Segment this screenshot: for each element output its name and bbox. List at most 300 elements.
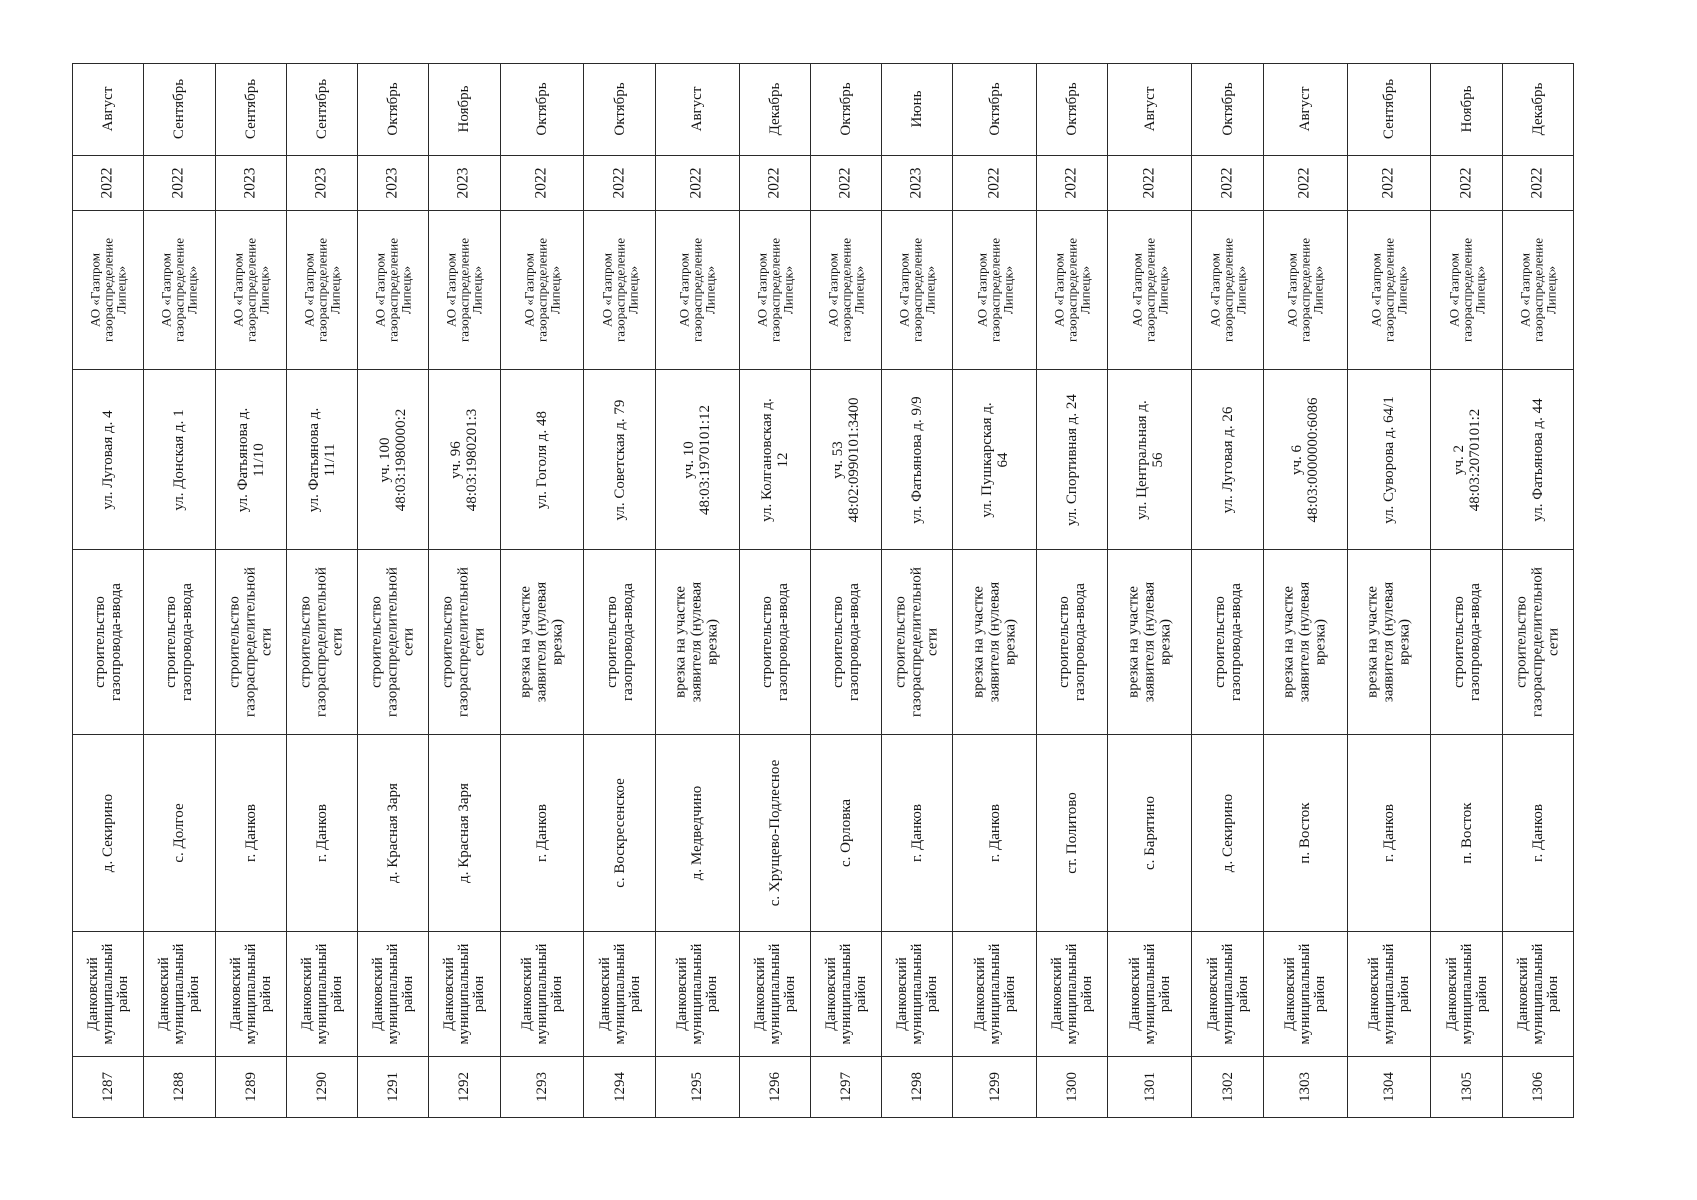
year-cell [73, 156, 143, 211]
year-cell-text: 2022 [1140, 167, 1158, 199]
organization-cell [584, 211, 654, 371]
work-type-cell [501, 550, 584, 735]
row-number-cell [584, 1057, 654, 1117]
address-cell-text: уч. 96 48:03:1980201:3 [448, 408, 481, 512]
month-cell [811, 64, 881, 156]
row-number-cell-text: 1289 [242, 1072, 259, 1103]
month-cell-text: Октябрь [1064, 82, 1081, 136]
organization-cell [882, 211, 952, 371]
year-cell-text: 2022 [1062, 167, 1080, 199]
work-type-cell [882, 550, 952, 735]
locality-cell-text: с. Воскресенское [611, 778, 628, 888]
address-cell-text: ул. Пушкарская д. 64 [978, 402, 1011, 518]
year-cell-text: 2022 [532, 167, 550, 199]
organization-cell-text: АО «Газпром газораспределение Липецк» [443, 238, 485, 343]
locality-cell [740, 735, 810, 933]
row-number-cell [429, 1057, 499, 1117]
organization-cell-text: АО «Газпром газораспределение Липецк» [1129, 238, 1171, 343]
work-type-cell [1503, 550, 1573, 735]
month-cell-text: Сентябрь [313, 79, 330, 140]
row-number-cell-text: 1291 [385, 1072, 402, 1103]
month-cell [1503, 64, 1573, 156]
month-cell-text: Октябрь [611, 82, 628, 136]
month-cell [953, 64, 1036, 156]
work-type-cell [1431, 550, 1501, 735]
district-cell-text: Данковский муниципальный район [894, 943, 940, 1045]
address-cell [1503, 370, 1573, 550]
locality-cell [1108, 735, 1191, 933]
address-cell-text: ул. Фатьянова д. 11/11 [305, 407, 338, 512]
organization-cell-text: АО «Газпром газораспределение Липецк» [1284, 238, 1326, 343]
row-number-cell [1503, 1057, 1573, 1117]
month-cell [1108, 64, 1191, 156]
year-cell [216, 156, 286, 211]
address-cell-text: ул. Донская д. 1 [171, 409, 188, 511]
address-cell-text: ул. Гоголя д. 48 [533, 410, 550, 509]
district-cell [429, 932, 499, 1057]
work-type-cell-text: строительство газопровода-ввода [603, 582, 636, 701]
address-cell [1264, 370, 1347, 550]
district-cell [1348, 932, 1431, 1057]
address-cell [358, 370, 428, 550]
month-cell [1431, 64, 1501, 156]
locality-cell-text: ст. Политово [1064, 792, 1081, 874]
locality-cell [1037, 735, 1107, 933]
work-type-cell [73, 550, 143, 735]
address-cell [144, 370, 214, 550]
district-cell [287, 932, 357, 1057]
month-cell [144, 64, 214, 156]
work-type-cell-text: строительство газопровода-ввода [1056, 582, 1089, 701]
organization-cell-text: АО «Газпром газораспределение Липецк» [1368, 238, 1410, 343]
row-number-cell-text: 1290 [313, 1072, 330, 1103]
work-type-cell-text: строительство газопровода-ввода [163, 582, 196, 701]
table-row [882, 64, 953, 1117]
organization-cell [287, 211, 357, 371]
district-cell [1503, 932, 1573, 1057]
locality-cell-text: д. Красная Заря [385, 783, 402, 883]
address-cell-text: ул. Фатьянова д. 44 [1529, 398, 1546, 522]
row-number-cell [953, 1057, 1036, 1117]
locality-cell-text: п. Восток [1296, 802, 1313, 864]
organization-cell [216, 211, 286, 371]
work-type-cell [429, 550, 499, 735]
district-cell [740, 932, 810, 1057]
address-cell [1348, 370, 1431, 550]
work-type-cell-text: строительство газопровода-ввода [1450, 582, 1483, 701]
locality-cell-text: г. Данков [1380, 804, 1397, 863]
month-cell [882, 64, 952, 156]
row-number-cell-text: 1301 [1141, 1072, 1158, 1103]
year-cell-text: 2023 [455, 167, 473, 199]
year-cell-text: 2023 [312, 167, 330, 199]
row-number-cell-text: 1287 [100, 1072, 117, 1103]
address-cell-text: уч. 53 48:02:0990101:3400 [829, 397, 862, 523]
gasification-schedule-table [72, 63, 1574, 1118]
work-type-cell-text: строительство газораспределительной сети [1513, 566, 1562, 717]
work-type-cell [358, 550, 428, 735]
row-number-cell-text: 1293 [533, 1072, 550, 1103]
district-cell-text: Данковский муниципальный район [1514, 943, 1561, 1045]
work-type-cell-text: врезка на участке заявителя (нулевая врезка) [1125, 581, 1175, 703]
address-cell-text: ул. Фатьянова д. 9/9 [909, 396, 926, 524]
district-cell-text: Данковский муниципальный район [751, 943, 798, 1045]
table-row [1503, 64, 1573, 1117]
row-number-cell-text: 1306 [1529, 1072, 1546, 1103]
year-cell [584, 156, 654, 211]
row-number-cell [1037, 1057, 1107, 1117]
year-cell-text: 2022 [1457, 167, 1475, 199]
address-cell-text: ул. Фатьянова д. 11/10 [234, 407, 267, 512]
table-row [1264, 64, 1348, 1117]
month-cell-text: Октябрь [385, 82, 402, 136]
district-cell-text: Данковский муниципальный район [1204, 943, 1250, 1045]
locality-cell-text: г. Данков [533, 804, 550, 863]
month-cell-text: Сентябрь [242, 79, 259, 140]
address-cell [656, 370, 739, 550]
row-number-cell-text: 1295 [689, 1072, 706, 1103]
year-cell-text: 2023 [907, 167, 925, 199]
district-cell-text: Данковский муниципальный район [673, 943, 720, 1045]
table-row [144, 64, 215, 1117]
locality-cell [144, 735, 214, 933]
district-cell-text: Данковский муниципальный район [596, 943, 642, 1045]
district-cell-text: Данковский муниципальный район [1443, 943, 1489, 1045]
month-cell [216, 64, 286, 156]
district-cell-text: Данковский муниципальный район [227, 943, 274, 1045]
table-row [216, 64, 287, 1117]
row-number-cell [740, 1057, 810, 1117]
work-type-cell-text: строительство газопровода-ввода [829, 582, 862, 701]
district-cell [1431, 932, 1501, 1057]
locality-cell [358, 735, 428, 933]
organization-cell-text: АО «Газпром газораспределение Липецк» [87, 238, 129, 343]
organization-cell-text: АО «Газпром газораспределение Липецк» [521, 238, 563, 343]
month-cell-text: Ноябрь [1458, 85, 1475, 133]
address-cell-text: ул. Спортивная д. 24 [1064, 393, 1081, 526]
locality-cell-text: г. Данков [242, 804, 259, 863]
work-type-cell [144, 550, 214, 735]
address-cell [1431, 370, 1501, 550]
table-row [656, 64, 740, 1117]
district-cell [73, 932, 143, 1057]
row-number-cell [501, 1057, 584, 1117]
year-cell-text: 2023 [383, 167, 401, 199]
district-cell [811, 932, 881, 1057]
locality-cell-text: с. Хрущево-Подлесное [766, 759, 783, 907]
district-cell [1037, 932, 1107, 1057]
year-cell [656, 156, 739, 211]
month-cell [1192, 64, 1262, 156]
month-cell [501, 64, 584, 156]
row-number-cell [1108, 1057, 1191, 1117]
year-cell [429, 156, 499, 211]
work-type-cell-text: врезка на участке заявителя (нулевая врезка) [970, 581, 1019, 703]
district-cell-text: Данковский муниципальный район [1281, 943, 1328, 1045]
row-number-cell-text: 1299 [986, 1072, 1003, 1103]
month-cell [1264, 64, 1347, 156]
table-row [740, 64, 811, 1117]
locality-cell-text: г. Данков [313, 804, 330, 863]
table-row [501, 64, 585, 1117]
district-cell-text: Данковский муниципальный район [156, 943, 202, 1045]
organization-cell [811, 211, 881, 371]
district-cell [501, 932, 584, 1057]
month-cell [358, 64, 428, 156]
organization-cell [953, 211, 1036, 371]
organization-cell [740, 211, 810, 371]
locality-cell [656, 735, 739, 933]
address-cell [287, 370, 357, 550]
address-cell-text: ул. Советская д. 79 [611, 399, 628, 521]
table-row [1037, 64, 1108, 1117]
year-cell-text: 2022 [1218, 167, 1236, 199]
year-cell-text: 2022 [610, 167, 628, 199]
organization-cell-text: АО «Газпром газораспределение Липецк» [974, 238, 1016, 343]
address-cell-text: уч. 10 48:03:1970101:12 [680, 404, 714, 515]
district-cell-text: Данковский муниципальный район [369, 943, 416, 1045]
locality-cell [73, 735, 143, 933]
work-type-cell-text: строительство газораспределительной сети [892, 566, 942, 717]
table-row [1108, 64, 1192, 1117]
work-type-cell [1192, 550, 1262, 735]
month-cell [656, 64, 739, 156]
organization-cell-text: АО «Газпром газораспределение Липецк» [825, 238, 867, 343]
month-cell-text: Октябрь [986, 82, 1003, 136]
district-cell-text: Данковский муниципальный район [822, 943, 869, 1045]
locality-cell [1503, 735, 1573, 933]
row-number-cell [287, 1057, 357, 1117]
work-type-cell [1108, 550, 1191, 735]
locality-cell [882, 735, 952, 933]
address-cell [1192, 370, 1262, 550]
organization-cell [144, 211, 214, 371]
locality-cell-text: г. Данков [1529, 804, 1546, 863]
row-number-cell [1348, 1057, 1431, 1117]
row-number-cell-text: 1294 [611, 1072, 628, 1103]
locality-cell [811, 735, 881, 933]
year-cell [1348, 156, 1431, 211]
address-cell-text: уч. 6 48:03:0000000:6086 [1288, 397, 1322, 523]
month-cell-text: Август [1296, 87, 1313, 132]
locality-cell-text: с. Орловка [837, 799, 854, 868]
district-cell [144, 932, 214, 1057]
row-number-cell [656, 1057, 739, 1117]
address-cell-text: ул. Колгановская д. 12 [758, 397, 791, 522]
year-cell-text: 2022 [836, 167, 854, 199]
year-cell [358, 156, 428, 211]
year-cell-text: 2022 [1379, 167, 1397, 199]
table-row [1431, 64, 1502, 1117]
locality-cell [1192, 735, 1262, 933]
month-cell [1037, 64, 1107, 156]
work-type-cell [811, 550, 881, 735]
locality-cell-text: д. Секирино [100, 793, 117, 873]
organization-cell [73, 211, 143, 371]
year-cell-text: 2022 [98, 167, 116, 199]
address-cell [73, 370, 143, 550]
locality-cell-text: с. Барятино [1141, 796, 1158, 871]
district-cell [656, 932, 739, 1057]
month-cell [73, 64, 143, 156]
address-cell-text: ул. Луговая д. 4 [100, 410, 117, 510]
locality-cell [501, 735, 584, 933]
organization-cell [1431, 211, 1501, 371]
district-cell [216, 932, 286, 1057]
row-number-cell [144, 1057, 214, 1117]
address-cell [953, 370, 1036, 550]
month-cell [429, 64, 499, 156]
work-type-cell-text: врезка на участке заявителя (нулевая врезка) [1280, 581, 1330, 703]
row-number-cell-text: 1303 [1296, 1072, 1313, 1103]
month-cell-text: Октябрь [533, 82, 550, 136]
locality-cell [1348, 735, 1431, 933]
row-number-cell-text: 1297 [837, 1072, 854, 1103]
address-cell-text: ул. Центральная д. 56 [1133, 400, 1166, 520]
organization-cell-text: АО «Газпром газораспределение Липецк» [754, 238, 796, 343]
year-cell [287, 156, 357, 211]
locality-cell [584, 735, 654, 933]
work-type-cell [1037, 550, 1107, 735]
address-cell [1037, 370, 1107, 550]
year-cell [1503, 156, 1573, 211]
work-type-cell [953, 550, 1036, 735]
row-number-cell-text: 1305 [1458, 1072, 1475, 1103]
row-number-cell [1264, 1057, 1347, 1117]
row-number-cell-text: 1302 [1219, 1072, 1236, 1103]
address-cell [1108, 370, 1191, 550]
month-cell-text: Август [1141, 87, 1158, 132]
district-cell [1108, 932, 1191, 1057]
work-type-cell [1348, 550, 1431, 735]
table-row [429, 64, 500, 1117]
address-cell [811, 370, 881, 550]
work-type-cell-text: строительство газораспределительной сети [368, 566, 418, 717]
row-number-cell [358, 1057, 428, 1117]
address-cell [584, 370, 654, 550]
month-cell [740, 64, 810, 156]
month-cell-text: Август [100, 87, 117, 132]
table-row [811, 64, 882, 1117]
work-type-cell [740, 550, 810, 735]
work-type-cell [656, 550, 739, 735]
locality-cell [429, 735, 499, 933]
row-number-cell-text: 1300 [1064, 1072, 1081, 1103]
organization-cell [1192, 211, 1262, 371]
year-cell [882, 156, 952, 211]
year-cell-text: 2022 [170, 167, 188, 199]
month-cell-text: Сентябрь [1380, 79, 1397, 140]
row-number-cell [216, 1057, 286, 1117]
month-cell-text: Ноябрь [456, 85, 473, 133]
organization-cell-text: АО «Газпром газораспределение Липецк» [301, 238, 343, 343]
work-type-cell [287, 550, 357, 735]
month-cell [287, 64, 357, 156]
organization-cell-text: АО «Газпром газораспределение Липецк» [1207, 238, 1248, 343]
locality-cell-text: г. Данков [986, 804, 1003, 863]
table-row [358, 64, 429, 1117]
locality-cell-text: д. Секирино [1219, 793, 1236, 873]
locality-cell [1431, 735, 1501, 933]
work-type-cell-text: врезка на участке заявителя (нулевая врезка) [1364, 581, 1414, 703]
year-cell-text: 2022 [1528, 167, 1546, 199]
row-number-cell [73, 1057, 143, 1117]
address-cell [216, 370, 286, 550]
organization-cell-text: АО «Газпром газораспределение Липецк» [599, 238, 641, 343]
work-type-cell-text: строительство газопровода-ввода [1211, 582, 1244, 701]
year-cell [740, 156, 810, 211]
year-cell [144, 156, 214, 211]
district-cell-text: Данковский муниципальный район [518, 943, 565, 1045]
district-cell-text: Данковский муниципальный район [1126, 943, 1173, 1045]
work-type-cell [584, 550, 654, 735]
district-cell-text: Данковский муниципальный район [971, 943, 1018, 1045]
month-cell-text: Сентябрь [171, 79, 188, 140]
address-cell-text: ул. Луговая д. 26 [1219, 406, 1236, 514]
table-row [73, 64, 144, 1117]
address-cell [882, 370, 952, 550]
work-type-cell-text: строительство газопровода-ввода [758, 582, 791, 701]
address-cell [740, 370, 810, 550]
organization-cell [1264, 211, 1347, 371]
locality-cell [953, 735, 1036, 933]
year-cell-text: 2022 [985, 167, 1003, 199]
district-cell-text: Данковский муниципальный район [298, 943, 345, 1045]
row-number-cell [1192, 1057, 1262, 1117]
organization-cell-text: АО «Газпром газораспределение Липецк» [158, 238, 200, 343]
address-cell-text: ул. Суворова д. 64/1 [1380, 395, 1397, 524]
locality-cell [287, 735, 357, 933]
organization-cell [656, 211, 739, 371]
organization-cell-text: АО «Газпром газораспределение Липецк» [676, 238, 718, 343]
month-cell-text: Декабрь [1529, 83, 1546, 136]
organization-cell-text: АО «Газпром газораспределение Липецк» [1446, 238, 1488, 343]
locality-cell-text: п. Восток [1458, 802, 1475, 864]
year-cell [811, 156, 881, 211]
locality-cell [1264, 735, 1347, 933]
address-cell [501, 370, 584, 550]
district-cell-text: Данковский муниципальный район [441, 943, 487, 1045]
organization-cell [429, 211, 499, 371]
table-row [1192, 64, 1263, 1117]
organization-cell-text: АО «Газпром газораспределение Липецк» [230, 238, 272, 343]
table-row [1348, 64, 1432, 1117]
organization-cell [358, 211, 428, 371]
locality-cell [216, 735, 286, 933]
organization-cell [1503, 211, 1573, 371]
district-cell [882, 932, 952, 1057]
work-type-cell-text: строительство газопровода-ввода [91, 582, 125, 701]
work-type-cell-text: врезка на участке заявителя (нулевая врезка) [517, 581, 567, 703]
organization-cell [1108, 211, 1191, 371]
month-cell [584, 64, 654, 156]
year-cell-text: 2022 [765, 167, 783, 199]
row-number-cell [811, 1057, 881, 1117]
organization-cell-text: АО «Газпром газораспределение Липецк» [1051, 238, 1093, 343]
organization-cell [501, 211, 584, 371]
work-type-cell [216, 550, 286, 735]
row-number-cell [1431, 1057, 1501, 1117]
month-cell-text: Август [689, 87, 706, 132]
district-cell-text: Данковский муниципальный район [1365, 943, 1412, 1045]
year-cell [1431, 156, 1501, 211]
organization-cell [1348, 211, 1431, 371]
district-cell [1264, 932, 1347, 1057]
year-cell-text: 2022 [1295, 167, 1313, 199]
row-number-cell [882, 1057, 952, 1117]
work-type-cell [1264, 550, 1347, 735]
year-cell [1037, 156, 1107, 211]
